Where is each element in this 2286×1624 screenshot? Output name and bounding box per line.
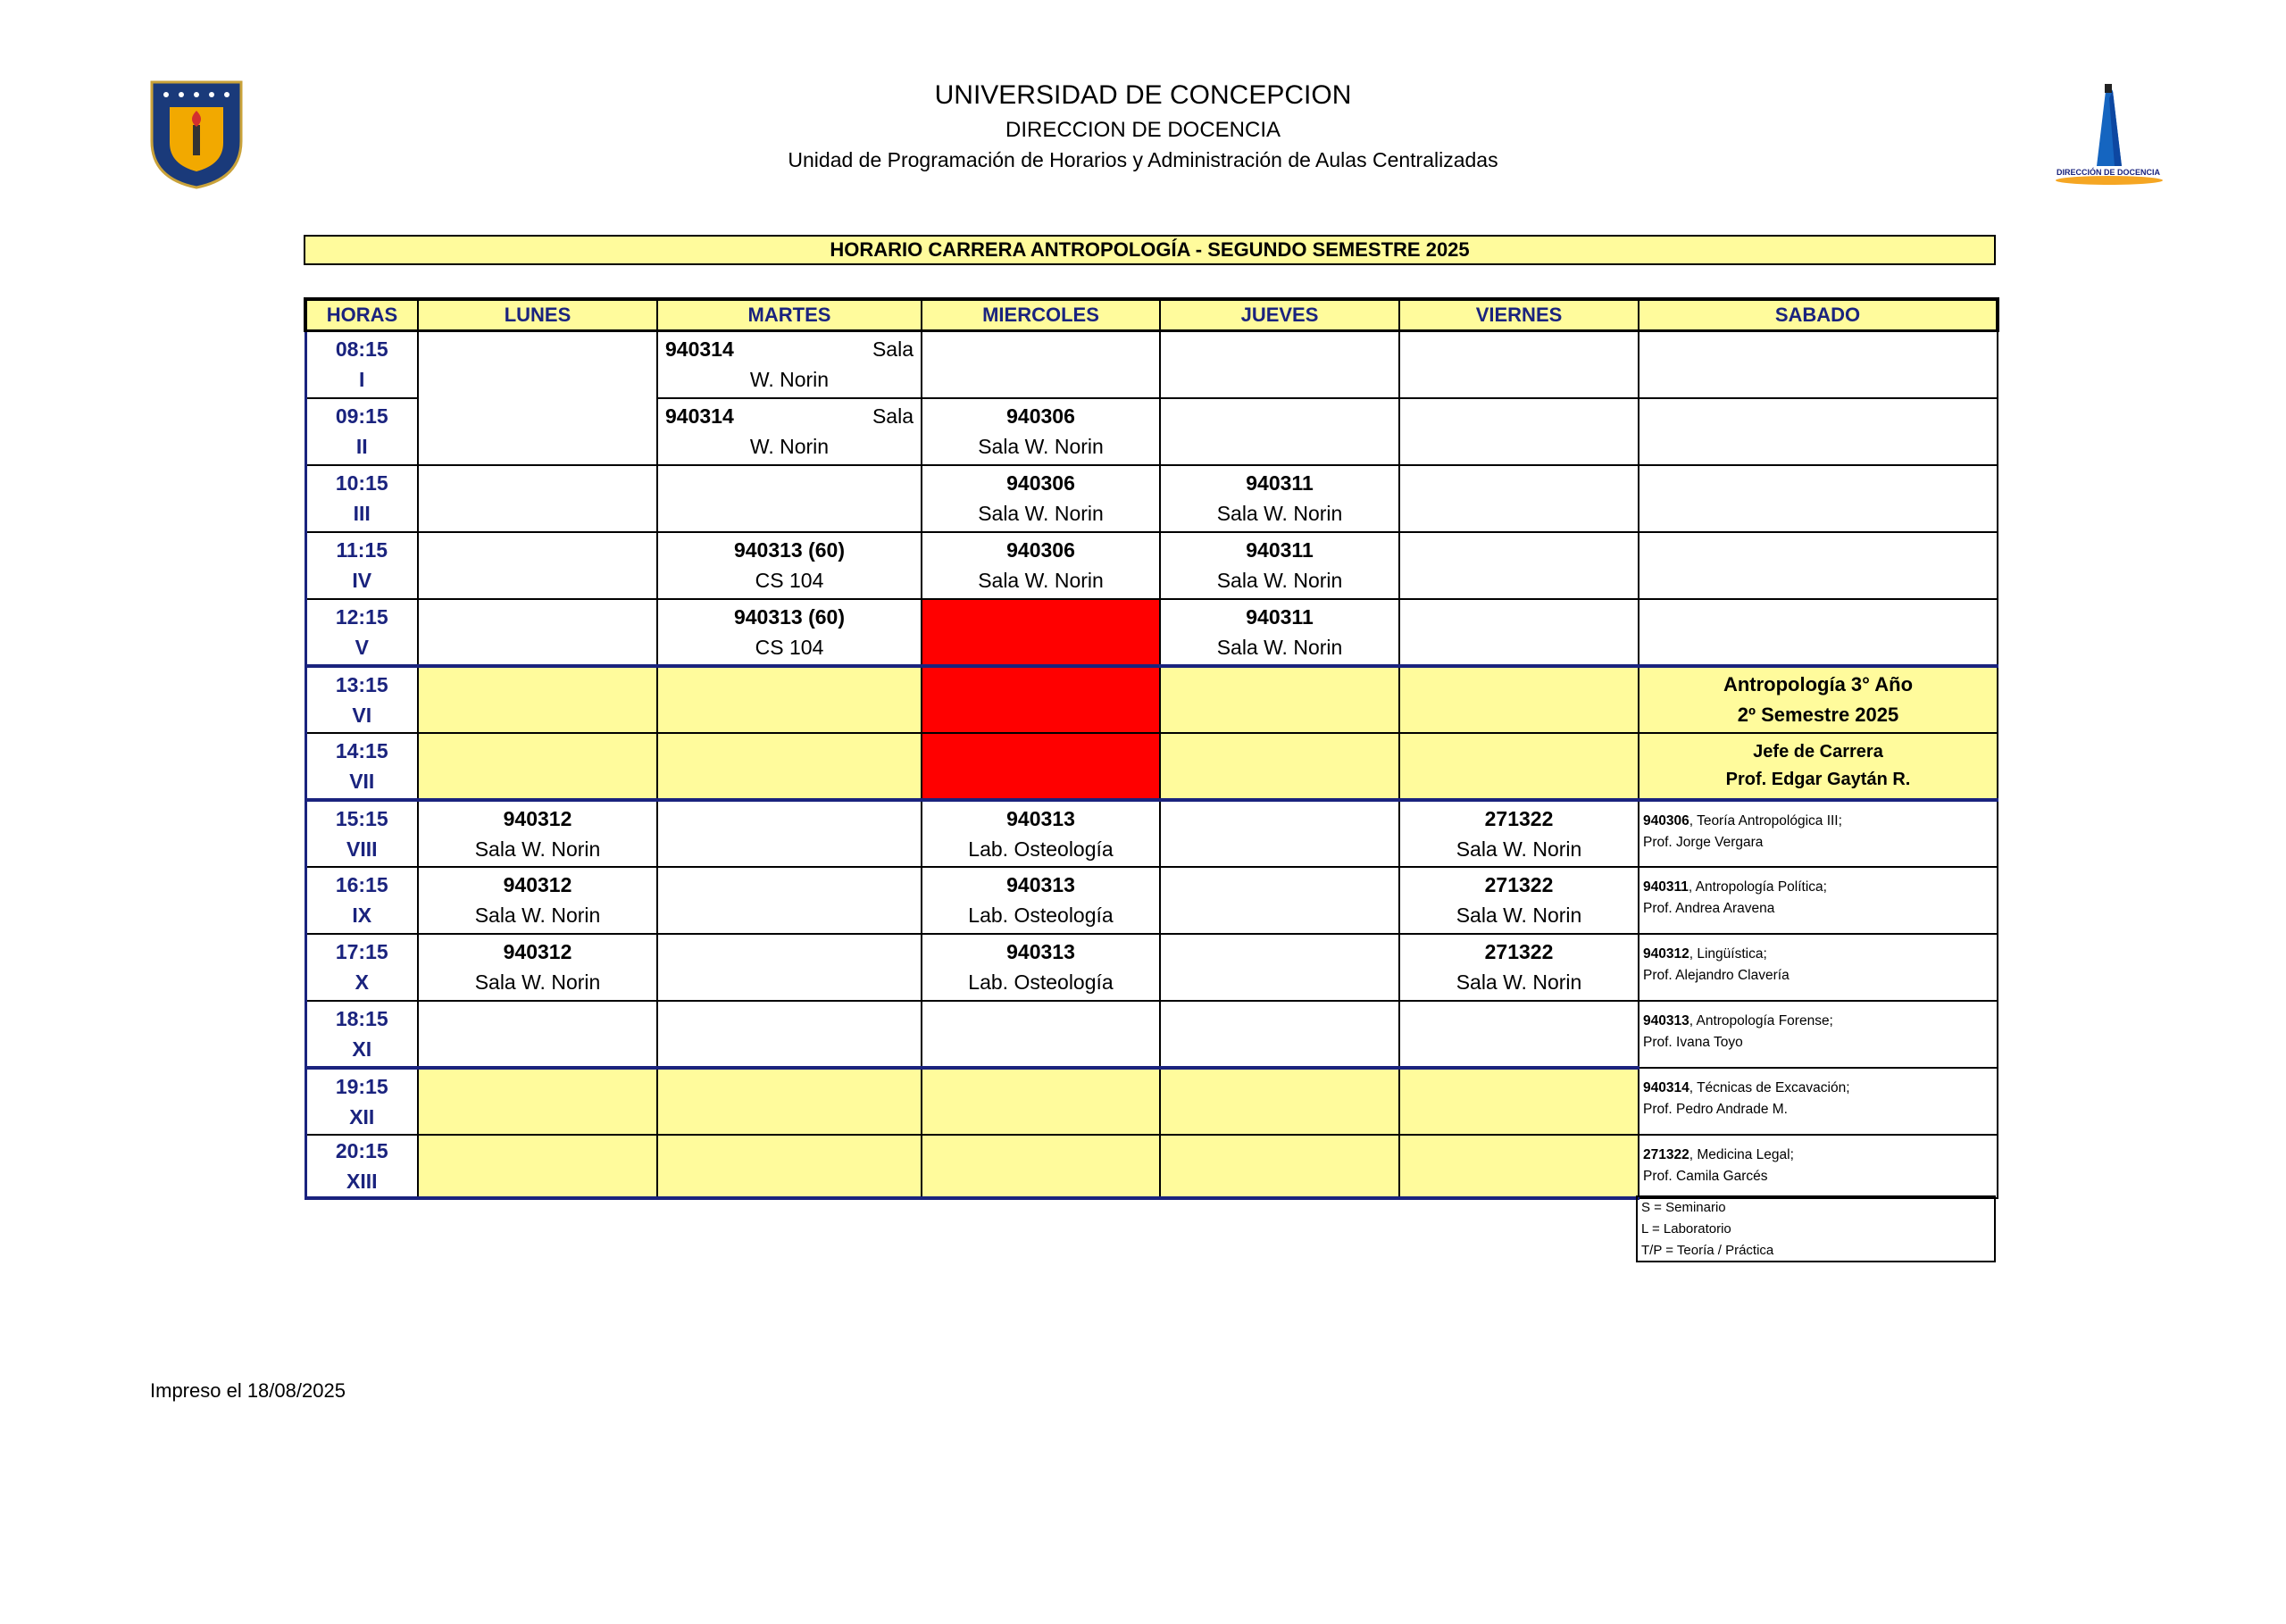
class-cell: 271322 Sala W. Norin [1399, 800, 1639, 867]
evening-cell [418, 1135, 657, 1198]
course-info: 940312, Lingüística; Prof. Alejandro Clavería [1639, 934, 1998, 1001]
empty-cell [1399, 599, 1639, 666]
table-row [305, 1135, 1998, 1198]
evening-cell [922, 1135, 1160, 1198]
class-cell: 940313 (60) CS 104 [657, 599, 922, 666]
empty-cell [1160, 331, 1399, 398]
empty-cell [418, 1001, 657, 1068]
table-row [305, 331, 1998, 398]
class-cell: 940311 Sala W. Norin [1160, 465, 1399, 532]
evening-cell [1399, 1135, 1639, 1198]
class-cell: 940312 Sala W. Norin [418, 934, 657, 1001]
table-row [305, 666, 1998, 733]
university-crest-icon [148, 79, 245, 189]
time-cell: 12:15 V [305, 599, 418, 666]
time-cell: 19:15 XII [305, 1068, 418, 1135]
blocked-cell [922, 733, 1160, 800]
class-cell: 271322 Sala W. Norin [1399, 934, 1639, 1001]
empty-cell [1399, 331, 1639, 398]
direccion-docencia-logo-icon [2050, 80, 2166, 187]
empty-cell [1639, 532, 1998, 599]
time-cell: 18:15 XI [305, 1001, 418, 1068]
time-cell: 14:15 VII [305, 733, 418, 800]
class-cell: 940313 Lab. Osteología [922, 867, 1160, 934]
time-cell: 10:15 III [305, 465, 418, 532]
col-sabado: SABADO [1639, 299, 1998, 331]
empty-cell [1639, 331, 1998, 398]
col-horas: HORAS [305, 299, 418, 331]
table-row [305, 867, 1998, 934]
class-cell: 940313 Lab. Osteología [922, 800, 1160, 867]
blocked-cell [922, 666, 1160, 733]
lunch-cell [418, 733, 657, 800]
class-cell: 940311 Sala W. Norin [1160, 532, 1399, 599]
table-row [305, 1068, 1998, 1135]
table-row [305, 934, 1998, 1001]
empty-cell [418, 331, 657, 465]
empty-cell [1160, 800, 1399, 867]
university-title: UNIVERSIDAD DE CONCEPCION [934, 80, 1352, 110]
class-cell: 271322 Sala W. Norin [1399, 867, 1639, 934]
table-row [305, 465, 1998, 532]
class-cell: 940306 Sala W. Norin [922, 398, 1160, 465]
col-jueves: JUEVES [1160, 299, 1399, 331]
evening-cell [657, 1068, 922, 1135]
class-cell: 940313 Lab. Osteología [922, 934, 1160, 1001]
time-cell: 09:15 II [305, 398, 418, 465]
course-info: 940306, Teoría Antropológica III; Prof. Jorge Vergara [1639, 800, 1998, 867]
legend [1636, 1195, 1996, 1262]
empty-cell [1639, 465, 1998, 532]
evening-cell [922, 1068, 1160, 1135]
career-info-cell: Antropología 3° Año 2º Semestre 2025 [1639, 666, 1998, 733]
empty-cell [922, 331, 1160, 398]
empty-cell [1160, 867, 1399, 934]
empty-cell [657, 465, 922, 532]
legend-item: T/P = Teoría / Práctica [1641, 1243, 1774, 1258]
legend-item: S = Seminario [1641, 1200, 1726, 1215]
empty-cell [1639, 398, 1998, 465]
table-row [305, 733, 1998, 800]
lunch-cell [1160, 666, 1399, 733]
time-cell: 17:15 X [305, 934, 418, 1001]
col-viernes: VIERNES [1399, 299, 1639, 331]
printed-date: Impreso el 18/08/2025 [150, 1379, 346, 1402]
class-cell: 940306 Sala W. Norin [922, 532, 1160, 599]
empty-cell [657, 800, 922, 867]
logo-caption: DIRECCIÓN DE DOCENCIA [2056, 168, 2161, 177]
empty-cell [1639, 599, 1998, 666]
empty-cell [418, 599, 657, 666]
header-row [305, 299, 1998, 331]
empty-cell [657, 934, 922, 1001]
lunch-cell [418, 666, 657, 733]
empty-cell [1160, 1001, 1399, 1068]
lunch-cell [1160, 733, 1399, 800]
time-cell: 13:15 VI [305, 666, 418, 733]
empty-cell [418, 465, 657, 532]
time-cell: 16:15 IX [305, 867, 418, 934]
table-row [305, 599, 1998, 666]
course-info: 940314, Técnicas de Excavación; Prof. Pedro Andrade M. [1639, 1068, 1998, 1135]
career-head-cell: Jefe de Carrera Prof. Edgar Gaytán R. [1639, 733, 1998, 800]
time-cell: 11:15 IV [305, 532, 418, 599]
table-row [305, 532, 1998, 599]
time-cell: 15:15 VIII [305, 800, 418, 867]
empty-cell [1399, 1001, 1639, 1068]
lunch-cell [1399, 666, 1639, 733]
empty-cell [657, 1001, 922, 1068]
empty-cell [418, 532, 657, 599]
time-cell: 08:15 I [305, 331, 418, 398]
lunch-cell [1399, 733, 1639, 800]
direction-title: DIRECCION DE DOCENCIA [1005, 118, 1281, 142]
table-row [305, 1001, 1998, 1068]
evening-cell [1160, 1135, 1399, 1198]
empty-cell [922, 1001, 1160, 1068]
blocked-cell [922, 599, 1160, 666]
class-cell: 940314 Sala W. Norin [657, 331, 922, 398]
legend-item: L = Laboratorio [1641, 1221, 1731, 1237]
lunch-cell [657, 733, 922, 800]
empty-cell [1160, 398, 1399, 465]
col-lunes: LUNES [418, 299, 657, 331]
evening-cell [1399, 1068, 1639, 1135]
class-cell: 940306 Sala W. Norin [922, 465, 1160, 532]
time-cell: 20:15 XIII [305, 1135, 418, 1198]
class-cell: 940313 (60) CS 104 [657, 532, 922, 599]
schedule-title: HORARIO CARRERA ANTROPOLOGÍA - SEGUNDO SEMESTRE 2025 [304, 235, 1996, 265]
evening-cell [1160, 1068, 1399, 1135]
class-cell: 940312 Sala W. Norin [418, 867, 657, 934]
empty-cell [1160, 934, 1399, 1001]
class-cell: 940311 Sala W. Norin [1160, 599, 1399, 666]
course-info: 271322, Medicina Legal; Prof. Camila Garcés [1639, 1135, 1998, 1198]
unit-title: Unidad de Programación de Horarios y Administración de Aulas Centralizadas [788, 148, 1498, 171]
empty-cell [1399, 398, 1639, 465]
empty-cell [1399, 465, 1639, 532]
col-miercoles: MIERCOLES [922, 299, 1160, 331]
evening-cell [418, 1068, 657, 1135]
col-martes: MARTES [657, 299, 922, 331]
empty-cell [657, 867, 922, 934]
empty-cell [1399, 532, 1639, 599]
schedule-table [304, 297, 1999, 1200]
evening-cell [657, 1135, 922, 1198]
table-row [305, 800, 1998, 867]
class-cell: 940312 Sala W. Norin [418, 800, 657, 867]
course-info: 940313, Antropología Forense; Prof. Ivana Toyo [1639, 1001, 1998, 1068]
lunch-cell [657, 666, 922, 733]
class-cell: 940314 Sala W. Norin [657, 398, 922, 465]
course-info: 940311, Antropología Política; Prof. Andrea Aravena [1639, 867, 1998, 934]
